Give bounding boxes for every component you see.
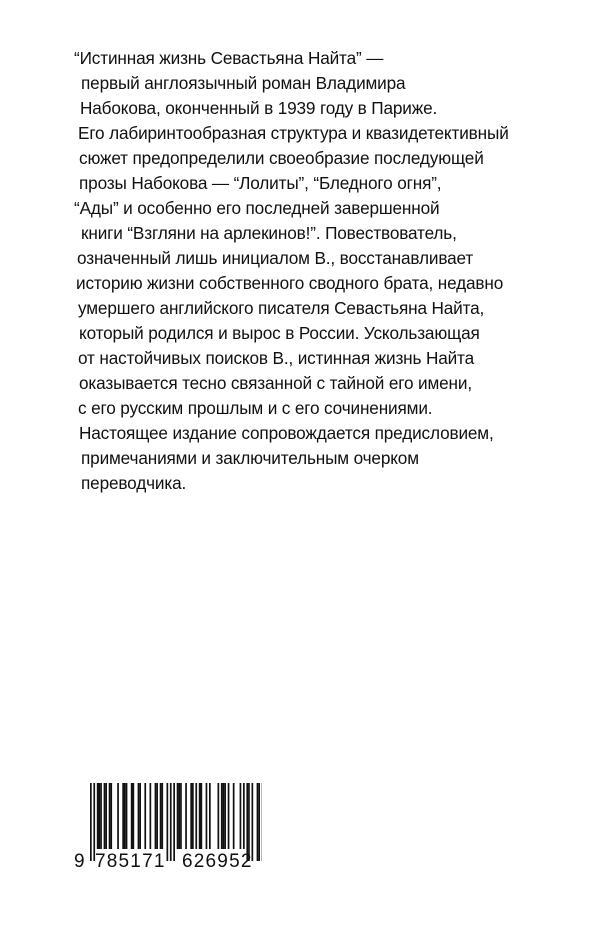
barcode-bar [246, 783, 248, 861]
annotation-line: “Ады” и особенно его последней завершенной [74, 198, 440, 218]
barcode-bar [228, 783, 230, 849]
annotation-line: “Истинная жизнь Севастьяна Найта” — [74, 48, 384, 68]
isbn-left-group: 785171 [95, 851, 166, 872]
annotation-line: Набокова, оконченный в 1939 году в Париже. [80, 98, 438, 118]
barcode-bar [170, 783, 172, 861]
annotation-line: от настойчивых поисков В., истинная жизнь Найта [78, 348, 475, 368]
barcode-bar [233, 783, 235, 849]
barcode-bar [252, 783, 254, 861]
barcode-bar [243, 783, 245, 849]
barcode-bar [131, 783, 133, 849]
barcode-bar [180, 783, 182, 849]
barcode-bar [258, 783, 260, 861]
annotation-line: Настоящее издание сопровождается предисловием, [79, 423, 494, 443]
barcode-bar [97, 783, 99, 849]
barcode-bar [240, 783, 242, 849]
barcode-bar [199, 783, 201, 849]
barcode-bar [224, 783, 226, 849]
barcode-bar [144, 783, 146, 849]
barcode-bar [173, 783, 175, 861]
barcode-bar [161, 783, 163, 849]
barcode-bar [109, 783, 111, 849]
barcode-bar [192, 783, 194, 849]
annotation-line: оказывается тесно связанной с тайной его имени, [79, 373, 472, 393]
barcode-bar [160, 783, 162, 849]
barcode-bar [195, 783, 197, 849]
annotation-line: умершего английского писателя Севастьяна Найта, [78, 298, 485, 318]
barcode-bar [133, 783, 135, 849]
isbn-lead-digit: 9 [74, 851, 85, 872]
barcode-bar [105, 783, 107, 849]
annotation-line: примечаниями и заключительным очерком [81, 448, 419, 468]
barcode-bar [185, 783, 187, 849]
barcode-bar [104, 783, 106, 849]
barcode-bar [100, 783, 102, 849]
barcode-bar [257, 783, 259, 861]
barcode-bar [218, 783, 220, 849]
annotation-line: сюжет предопределили своеобразие последующей [79, 148, 484, 168]
barcode-bar [150, 783, 152, 849]
annotation-line: переводчика. [81, 473, 187, 493]
annotation-line: Его лабиринтообразная структура и квазидетективный [78, 123, 509, 143]
barcode-bar [155, 783, 157, 849]
barcode-bar [177, 783, 179, 849]
barcode-bar [206, 783, 208, 849]
annotation-line: книги “Взгляни на арлекинов!”. Повествователь, [81, 223, 457, 243]
barcode-bar [138, 783, 140, 849]
barcode-bar [156, 783, 158, 849]
barcode-bar [117, 783, 119, 849]
barcode-bar [221, 783, 223, 849]
barcode-bar [190, 783, 192, 849]
barcode-bar [167, 783, 169, 861]
barcode-bar [124, 783, 126, 849]
annotation-line: историю жизни собственного сводного брата, недавно [76, 273, 504, 293]
annotation-line: означенный лишь инициалом В., восстанавливает [77, 248, 474, 268]
barcode-bar [248, 783, 250, 861]
isbn-barcode [72, 783, 262, 883]
annotation-line: прозы Набокова — “Лолиты”, “Бледного огня”, [79, 173, 442, 193]
barcode-bar [223, 783, 225, 849]
annotation-line: с его русским прошлым и с его сочинениями. [78, 398, 433, 418]
annotation-line: который родился и вырос в России. Ускользающая [79, 323, 480, 343]
barcode-bar [99, 783, 101, 849]
barcode-bar [139, 783, 141, 849]
barcode-bar [178, 783, 180, 849]
annotation-line: первый англоязычный роман Владимира [81, 73, 406, 93]
barcode-bar [201, 783, 203, 849]
barcode-bar [126, 783, 128, 849]
barcode-bar [93, 783, 95, 861]
barcode-bar [110, 783, 112, 849]
barcode-bar [90, 783, 92, 861]
barcode-bar [122, 783, 124, 849]
isbn-right-group: 626952 [182, 851, 253, 872]
barcode-bar [209, 783, 211, 849]
